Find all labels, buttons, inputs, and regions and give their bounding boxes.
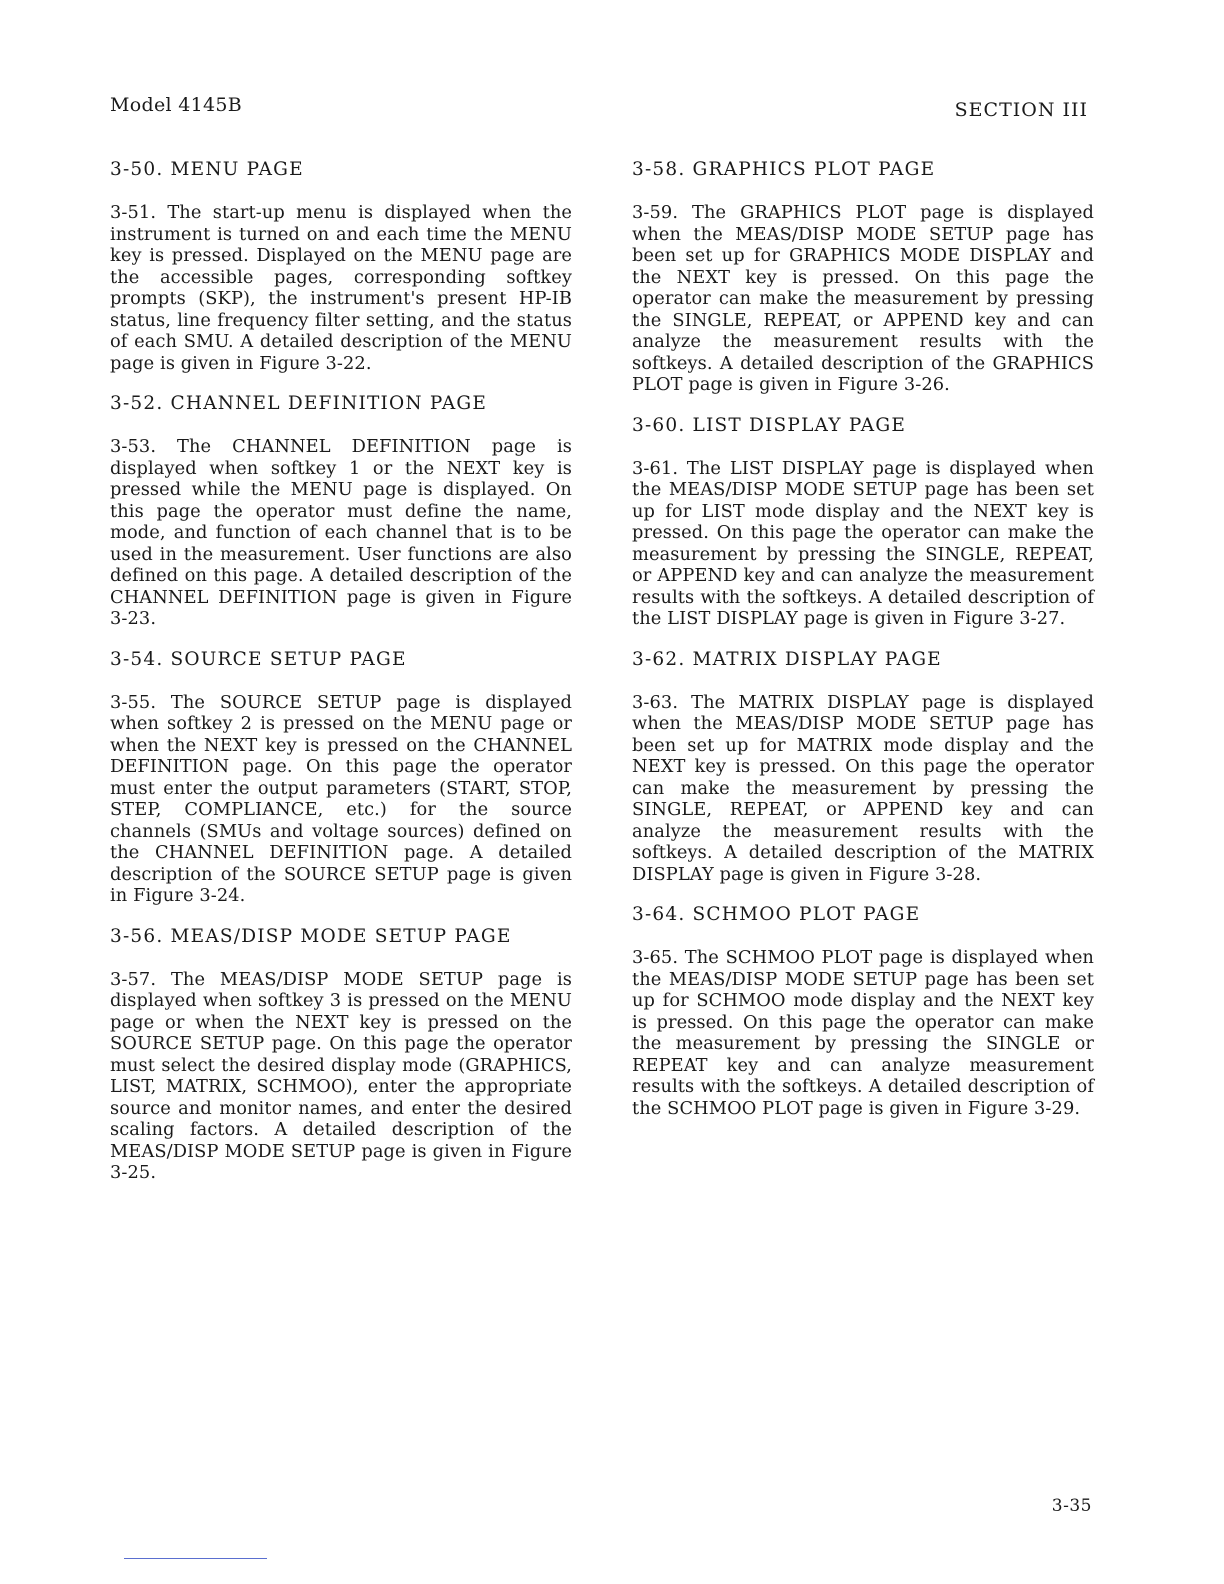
section-source-setup-page (110, 647, 572, 907)
section-schmoo-plot-page (632, 902, 1094, 1119)
section-paragraph: 3-63. The MATRIX DISPLAY page is displayed when the MEAS/DISP MODE SETUP page has been set up for MATRIX mode display and the NEXT key is pressed. On this page the operator can make the measurement by pressing the SINGLE, REPEAT, or APPEND key and can analyze the measurement results with the softkeys. A detailed description of the MATRIX DISPLAY page is given in Figure 3-28. (632, 691, 1094, 885)
section-channel-definition-page (110, 391, 572, 630)
section-list-display-page (632, 413, 1094, 630)
section-graphics-plot-page (632, 157, 1094, 396)
section-paragraph: 3-57. The MEAS/DISP MODE SETUP page is displayed when softkey 3 is pressed on the MENU page or when the NEXT key is pressed on the SOURCE SETUP page. On this page the operator must select the desired display mode (GRAPHICS, LIST, MATRIX, SCHMOO), enter the appropriate source and monitor names, and enter the desired scaling factors. A detailed description of the MEAS/DISP MODE SETUP page is given in Figure 3-25. (110, 968, 572, 1183)
section-paragraph: 3-61. The LIST DISPLAY page is displayed when the MEAS/DISP MODE SETUP page has been set up for LIST mode display and the NEXT key is pressed. On this page the operator can make the measurement by pressing the SINGLE, REPEAT, or APPEND key and can analyze the measurement results with the softkeys. A detailed description of the LIST DISPLAY page is given in Figure 3-27. (632, 457, 1094, 629)
footer-rule (124, 1558, 267, 1559)
section-heading: 3-62. MATRIX DISPLAY PAGE (632, 648, 942, 670)
section-heading: 3-56. MEAS/DISP MODE SETUP PAGE (110, 925, 512, 947)
section-heading: 3-52. CHANNEL DEFINITION PAGE (110, 393, 488, 414)
section-heading: 3-54. SOURCE SETUP PAGE (110, 648, 407, 670)
section-paragraph: 3-55. The SOURCE SETUP page is displayed when softkey 2 is pressed on the MENU page or when the NEXT key is pressed on the CHANNEL DEFINITION page. On this page the operator must enter the output parameters (START, STOP, STEP, COMPLIANCE, etc.) for the source channels (SMUs and voltage sources) defined on the CHANNEL DEFINITION page. A detailed description of the SOURCE SETUP page is given in Figure 3-24. (110, 691, 572, 906)
section-paragraph: 3-51. The start-up menu is displayed when the instrument is turned on and each time the MENU key is pressed. Displayed on the MENU page are the accessible pages, corresponding softkey prompts (SKP), the instrument's present HP-IB status, line frequency filter setting, and the status of each SMU. A detailed description of the MENU page is given in Figure 3-22. (110, 202, 572, 374)
section-heading: 3-50. MENU PAGE (110, 159, 304, 180)
section-heading: 3-58. GRAPHICS PLOT PAGE (632, 159, 936, 180)
section-matrix-display-page (632, 647, 1094, 886)
left-column (110, 157, 572, 1201)
section-paragraph: 3-53. The CHANNEL DEFINITION page is displayed when softkey 1 or the NEXT key is pressed while the MENU page is displayed. On this page the operator must define the name, mode, and function of each channel that is to be used in the measurement. User functions are also defined on this page. A detailed description of the CHANNEL DEFINITION page is given in Figure 3-23. (110, 436, 572, 629)
section-label: SECTION III (954, 99, 1088, 121)
section-paragraph: 3-59. The GRAPHICS PLOT page is displayed when the MEAS/DISP MODE SETUP page has been set up for GRAPHICS MODE DISPLAY and the NEXT key is pressed. On this page the operator can make the measurement by pressing the SINGLE, REPEAT, or APPEND key and can analyze the measurement results with the softkeys. A detailed description of the GRAPHICS PLOT page is given in Figure 3-26. (632, 202, 1094, 395)
right-column (632, 157, 1094, 1136)
section-heading: 3-64. SCHMOO PLOT PAGE (632, 904, 921, 925)
section-paragraph: 3-65. The SCHMOO PLOT page is displayed when the MEAS/DISP MODE SETUP page has been set up for SCHMOO mode display and the NEXT key is pressed. On this page the operator can make the measurement by pressing the SINGLE or REPEAT key and can analyze measurement results with the softkeys. A detailed description of the SCHMOO PLOT page is given in Figure 3-29. (632, 947, 1094, 1119)
section-heading: 3-60. LIST DISPLAY PAGE (632, 414, 907, 436)
page-number: 3-35 (1051, 1496, 1092, 1516)
section-meas-disp-mode-setup-page (110, 924, 572, 1184)
model-label: Model 4145B (110, 94, 243, 116)
section-menu-page (110, 157, 572, 374)
